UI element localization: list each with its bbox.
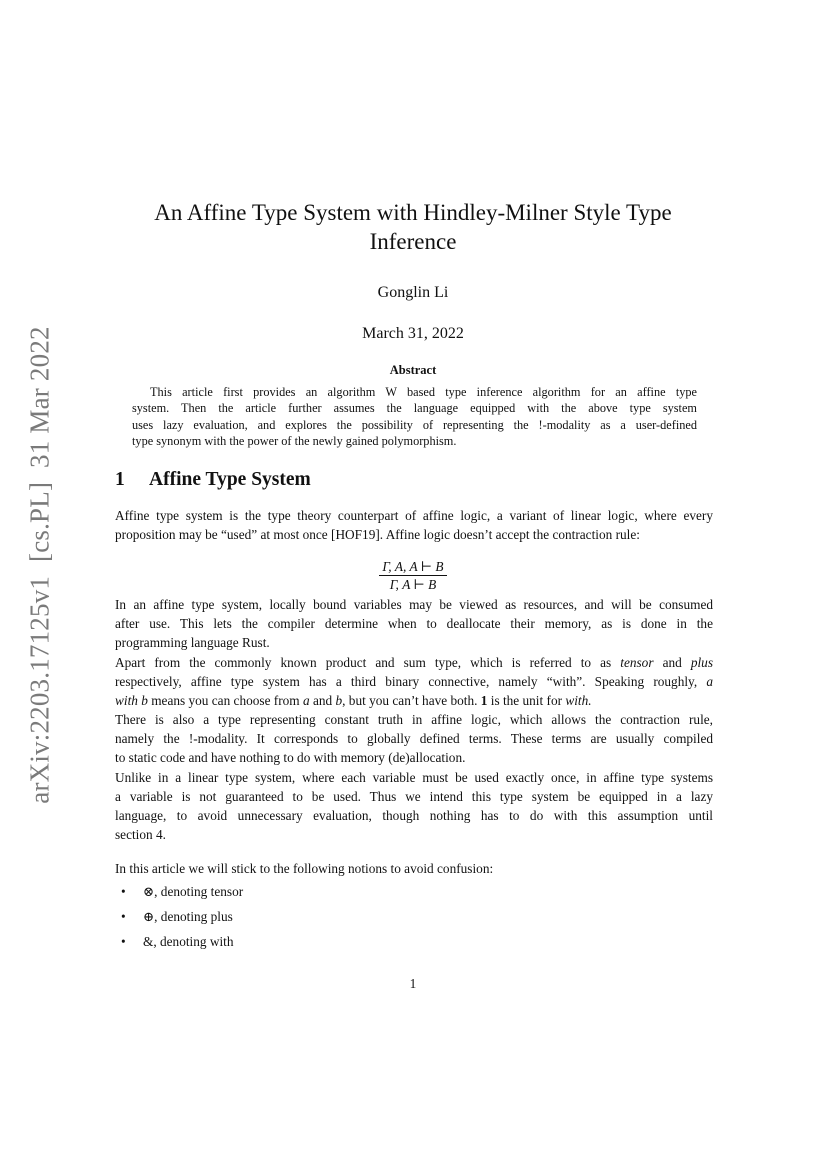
text-segment: with. <box>565 693 592 708</box>
text-segment: is the unit for <box>487 693 566 708</box>
text-line <box>115 691 713 710</box>
date: March 31, 2022 <box>362 325 464 342</box>
arxiv-identifier-stamp: arXiv:2203.17125v1 [cs.PL] 31 Mar 2022 <box>24 326 55 804</box>
paragraph <box>115 506 713 544</box>
text-segment: after use. This lets the compiler determine when to deallocate their memory, as is done in the <box>115 616 713 631</box>
paragraph <box>115 710 713 767</box>
text-segment: means you can choose from <box>147 693 303 708</box>
text-line <box>115 768 713 787</box>
text-segment: and <box>309 693 336 708</box>
text-segment: Affine type system is the type theory counterpart of affine logic, a variant of linear logic, where every <box>115 508 713 523</box>
text-line <box>115 748 713 767</box>
paragraph <box>115 859 713 878</box>
text-line <box>115 653 713 672</box>
title-line: An Affine Type System with Hindley-Milner Style Type <box>154 200 672 225</box>
text-segment: proposition may be “used” at most once [HOF19]. Affine logic doesn’t accept the contraction rule: <box>115 527 640 542</box>
formula-numerator: Γ, A, A ⊢ B <box>379 558 446 576</box>
section-number: 1 <box>115 469 125 490</box>
abstract-body <box>132 384 697 449</box>
paper-title <box>0 198 826 256</box>
text-segment: programming language Rust. <box>115 635 270 650</box>
text-segment: section 4. <box>115 827 166 842</box>
text-segment: a variable is not guaranteed to be used. Thus we intend this type system be equipped in a lazy <box>115 789 713 804</box>
text-segment: to static code and have nothing to do with memory (de)allocation. <box>115 750 466 765</box>
text-segment: a <box>302 693 310 708</box>
bullet-item <box>121 909 233 925</box>
bullet-icon: • <box>121 909 126 924</box>
abstract-line: uses lazy evaluation, and explores the possibility of representing the !-modality as a user-defined <box>132 417 697 432</box>
abstract-line: system. Then the article further assumes the language equipped with the above type system <box>132 401 697 416</box>
text-line <box>115 710 713 729</box>
text-line <box>115 806 713 825</box>
bullet-item <box>121 934 234 950</box>
text-segment: and <box>653 655 691 670</box>
text-segment: Unlike in a linear type system, where each variable must be used exactly once, in affine type systems <box>115 770 713 785</box>
section-heading <box>115 469 311 491</box>
text-segment: namely the !-modality. It corresponds to globally defined terms. These terms are usually compiled <box>115 731 713 746</box>
text-line <box>115 859 713 878</box>
paragraph <box>115 653 713 710</box>
text-segment: language, to avoid unnecessary evaluation, though nothing has to do with this assumption until <box>115 808 713 823</box>
contraction-rule-formula <box>0 558 826 593</box>
bullet-icon: • <box>121 934 126 949</box>
abstract-heading: Abstract <box>389 363 437 377</box>
text-segment: , but you can’t have both. <box>342 693 481 708</box>
text-segment: with b <box>115 693 148 708</box>
text-line <box>115 595 713 614</box>
paragraph <box>115 595 713 652</box>
text-segment: a <box>706 674 713 689</box>
text-segment: 1 <box>480 693 488 708</box>
text-line <box>115 672 713 691</box>
section-title: Affine Type System <box>149 469 311 490</box>
title-line: Inference <box>369 229 457 254</box>
text-segment: plus <box>690 655 713 670</box>
text-segment: In this article we will stick to the following notions to avoid confusion: <box>115 861 494 876</box>
formula-denominator: Γ, A ⊢ B <box>389 577 437 592</box>
text-line <box>115 787 713 806</box>
text-line <box>115 633 713 652</box>
bullet-icon: • <box>121 884 126 899</box>
bullet-text: &, denoting with <box>143 934 234 949</box>
text-line <box>115 506 713 525</box>
text-segment: respectively, affine type system has a third binary connective, namely “with”. Speaking roughly, <box>115 674 707 689</box>
text-line <box>115 825 713 844</box>
text-segment: There is also a type representing constant truth in affine logic, which allows the contraction rule, <box>115 712 713 727</box>
text-segment: b <box>335 693 343 708</box>
abstract-line: This article first provides an algorithm W based type inference algorithm for an affine type <box>150 385 697 399</box>
text-line <box>115 525 713 544</box>
author: Gonglin Li <box>377 284 449 301</box>
abstract-line: type synonym with the power of the newly gained polymorphism. <box>132 433 457 448</box>
text-segment: tensor <box>620 655 654 670</box>
text-segment: Apart from the commonly known product and sum type, which is referred to as <box>115 655 621 670</box>
text-line <box>115 614 713 633</box>
paragraph <box>115 768 713 844</box>
bullet-text: ⊕, denoting plus <box>143 909 233 924</box>
text-segment: In an affine type system, locally bound variables may be viewed as resources, and will be consumed <box>115 597 713 612</box>
bullet-text: ⊗, denoting tensor <box>143 884 244 899</box>
page-number: 1 <box>409 976 417 991</box>
text-line <box>115 729 713 748</box>
bullet-item <box>121 884 243 900</box>
